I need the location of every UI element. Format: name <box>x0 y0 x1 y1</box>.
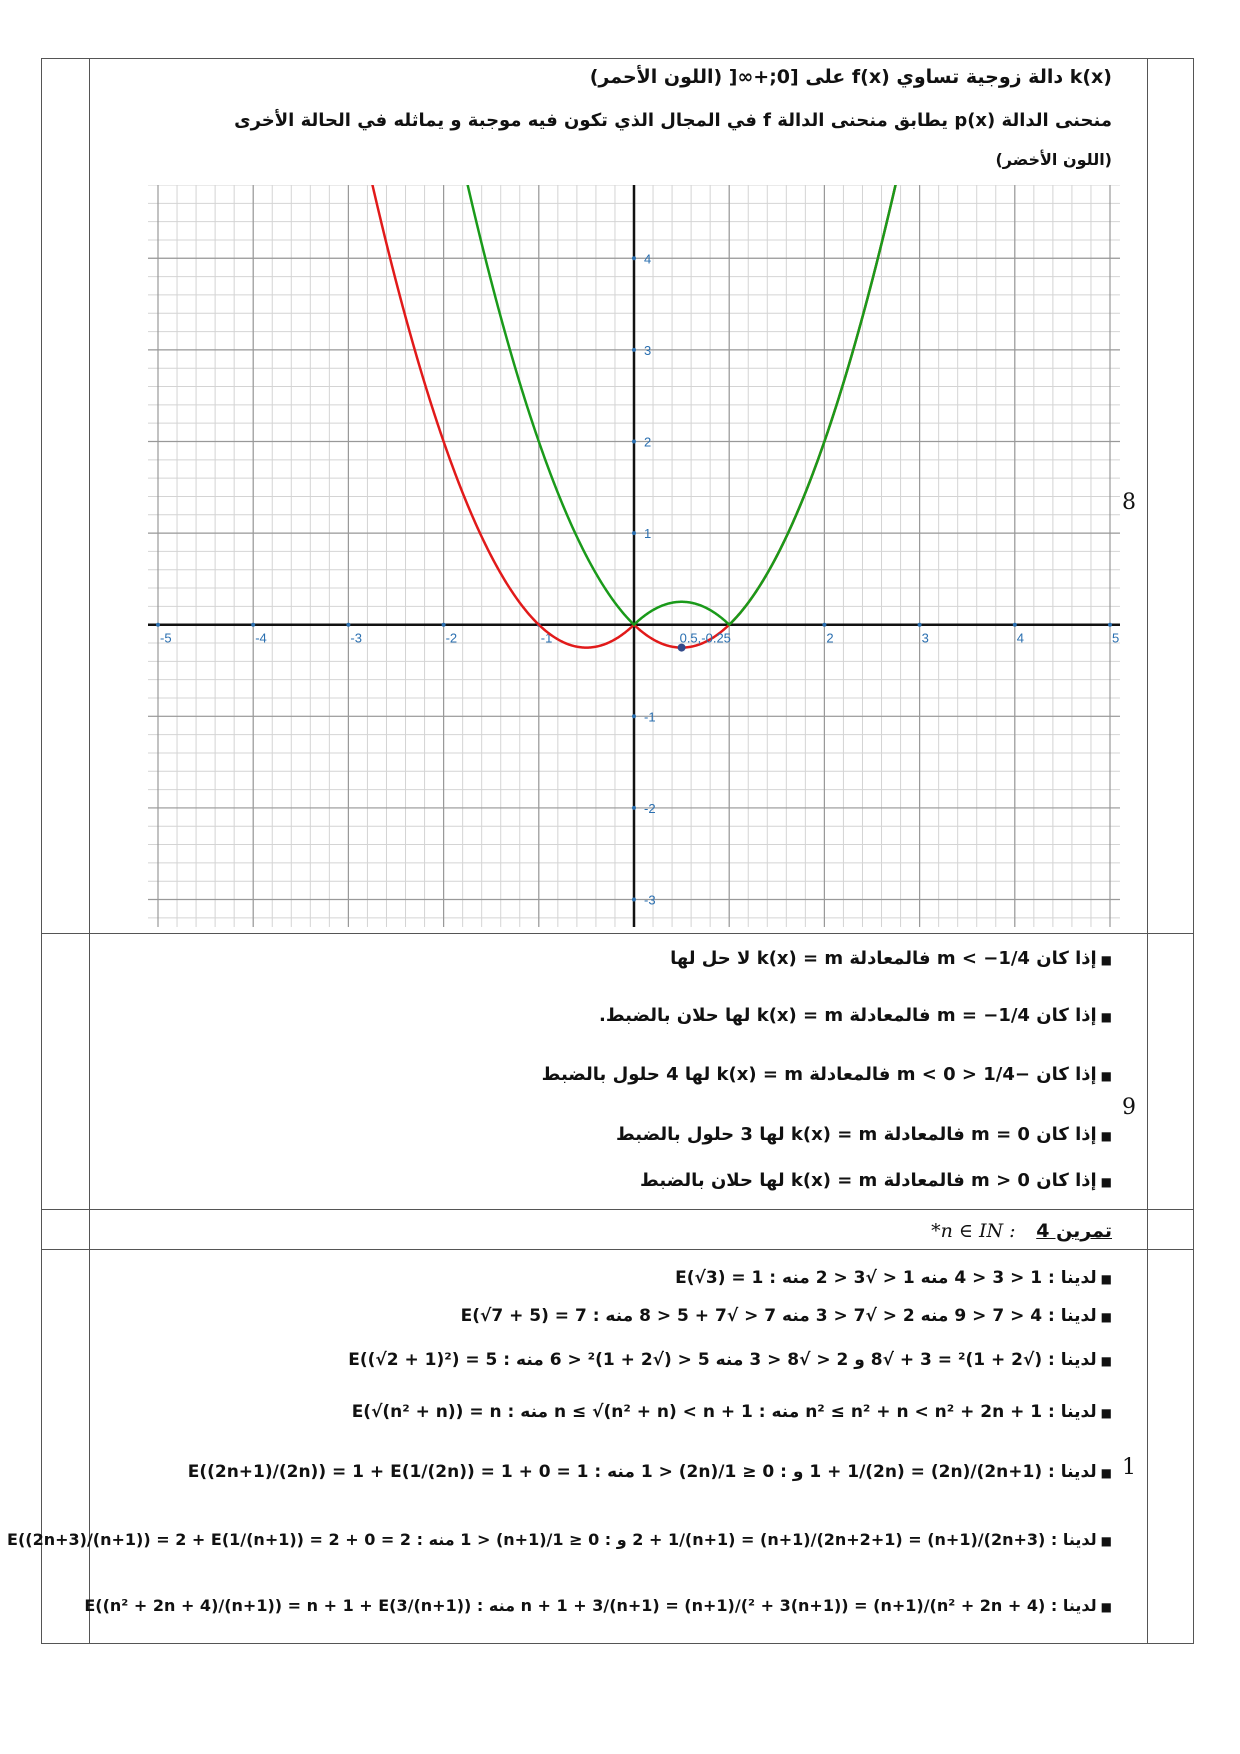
row1-item-1: ■لدينا : 1 < 3 < 4 منه 1 < √3 < 2 منه : E(√3) = 1 <box>675 1268 1112 1288</box>
row-divider-ex4-1 <box>42 1249 1193 1250</box>
x-tick-label: 3 <box>921 630 929 646</box>
y-tick-label: -1 <box>644 709 656 725</box>
row1-item-4: ■لدينا : n² ≤ n² + n < n² + 2n + 1 منه : n ≤ √(n² + n) < n + 1 منه : E(√(n² + n)) = n <box>351 1402 1112 1422</box>
x-tick-label: 5 <box>1112 630 1120 646</box>
x-tick-dot <box>346 623 350 627</box>
y-tick-label: 3 <box>644 342 652 358</box>
row9-item-4: ■إذا كان m = 0 فالمعادلة k(x) = m لها 3 حلول بالضبط <box>616 1124 1112 1145</box>
y-tick-label: 1 <box>644 526 652 542</box>
x-tick-dot <box>442 623 446 627</box>
row-divider-8-9 <box>42 933 1193 934</box>
row1-item-3: ■لدينا : (√2 + 1)² = 3 + √8 و 2 < √8 < 3 منه 5 < (√2 + 1)² < 6 منه : E((√2 + 1)²) = 5 <box>348 1350 1112 1370</box>
row9-item-3: ■إذا كان −1/4 < m < 0 فالمعادلة k(x) = m لها 4 حلول بالضبط <box>541 1064 1112 1085</box>
exercise4-header <box>931 1220 1112 1242</box>
y-tick-dot <box>632 806 636 810</box>
row8-line3: (اللون الأخضر) <box>995 150 1112 169</box>
y-tick-dot <box>632 531 636 535</box>
x-tick-label: -1 <box>540 630 553 646</box>
x-tick-dot <box>156 623 160 627</box>
x-tick-label: -5 <box>160 630 172 646</box>
graph-svg <box>148 185 1120 927</box>
row-number-9: 9 <box>1122 1095 1136 1120</box>
row1-item-5: ■لدينا : (2n+1)/(2n) = 1 + 1/(2n) و : 0 ≤ 1/(2n) < 1 منه : E((2n+1)/(2n)) = 1 + E(1/(2n)) = 1 + 0 = 1 <box>187 1462 1112 1482</box>
function-graph <box>148 185 1120 927</box>
y-tick-dot <box>632 714 636 718</box>
y-tick-dot <box>632 348 636 352</box>
x-tick-label: 4 <box>1016 630 1025 646</box>
row1-item-2: ■لدينا : 4 < 7 < 9 منه 2 < √7 < 3 منه 7 < √7 + 5 < 8 منه : E(√7 + 5) = 7 <box>460 1306 1112 1326</box>
y-tick-label: 4 <box>644 251 652 267</box>
y-tick-dot <box>632 256 636 260</box>
row8-line2: منحنى الدالة p(x) يطابق منحنى الدالة f في المجال الذي تكون فيه موجبة و يماثله في الحالة الأخرى <box>234 110 1112 131</box>
row-number-8: 8 <box>1122 490 1136 515</box>
row9-item-2: ■إذا كان m = −1/4 فالمعادلة k(x) = m لها حلان بالضبط. <box>599 1005 1112 1026</box>
x-tick-dot <box>1013 623 1017 627</box>
left-column-divider <box>89 59 90 1643</box>
y-tick-label: -2 <box>644 800 656 816</box>
x-tick-label: -4 <box>255 630 267 646</box>
number-column-divider <box>1147 59 1148 1643</box>
row-divider-9-ex4 <box>42 1209 1193 1210</box>
row1-item-7: ■لدينا : (n² + 2n + 4)/(n+1) = ((n+1)² + 3)/(n+1) = n + 1 + 3/(n+1) منه : E((n² + 2n + 4)/(n+1)) = n + 1 + E(3/(n+1)) <box>84 1596 1112 1615</box>
x-tick-dot <box>251 623 255 627</box>
row1-item-6: ■لدينا : (2n+3)/(n+1) = (2n+2+1)/(n+1) = 2 + 1/(n+1) و : 0 ≤ 1/(n+1) < 1 منه : E((2n+3)/(n+1)) = 2 + E(1/(n+1)) = 2 + 0 = 2 <box>7 1530 1112 1549</box>
x-tick-dot <box>1108 623 1112 627</box>
y-tick-label: -3 <box>644 892 656 908</box>
row9-item-5: ■إذا كان m > 0 فالمعادلة k(x) = m لها حلان بالضبط <box>640 1170 1112 1191</box>
x-tick-dot <box>822 623 826 627</box>
point-label: 0.5,-0.25 <box>679 630 731 646</box>
row9-item-1: ■إذا كان m < −1/4 فالمعادلة k(x) = m لا حل لها <box>670 948 1112 969</box>
exercise4-condition: : n ∈ IN* <box>931 1220 1016 1242</box>
x-tick-label: -2 <box>445 630 458 646</box>
x-tick-label: 2 <box>826 630 834 646</box>
row8-line1: k(x) دالة زوجية تساوي f(x) على [0;+∞[ (اللون الأحمر) <box>589 66 1112 88</box>
row-number-1: 1 <box>1122 1455 1136 1480</box>
y-tick-dot <box>632 439 636 443</box>
y-tick-label: 2 <box>644 434 652 450</box>
y-tick-dot <box>632 898 636 902</box>
x-tick-dot <box>918 623 922 627</box>
exercise4-title: تمرين 4 <box>1036 1220 1112 1242</box>
x-tick-label: -3 <box>350 630 362 646</box>
